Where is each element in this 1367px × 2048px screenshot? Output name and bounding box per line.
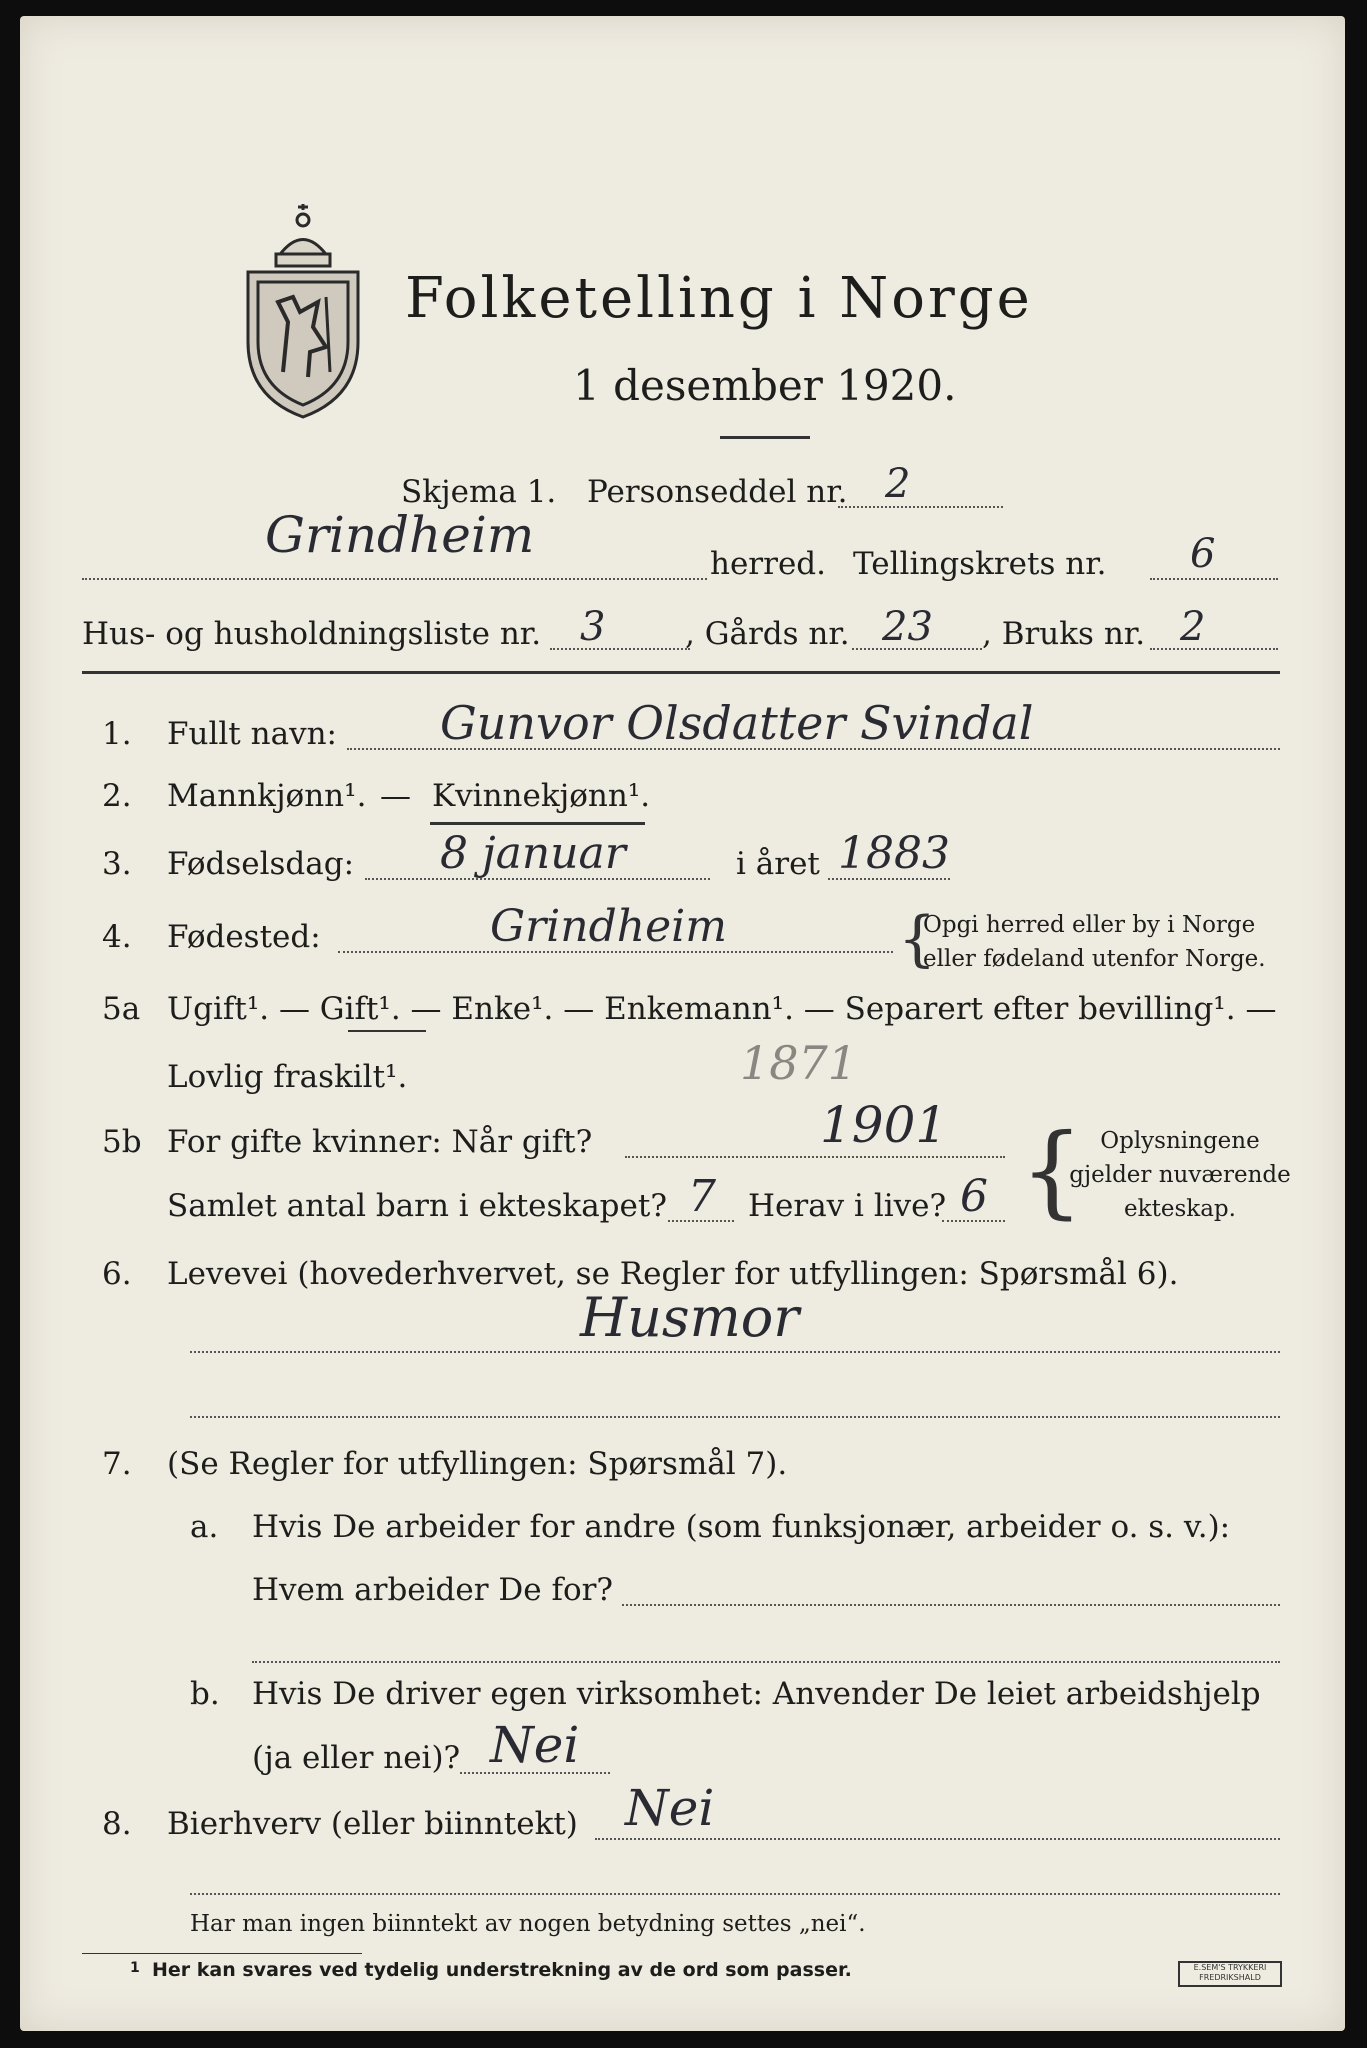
form-date: 1 desember 1920. (573, 361, 957, 410)
personseddel-line (838, 506, 1003, 508)
q2-female-underline (430, 822, 645, 825)
hus-label: Hus- og husholdningsliste nr. (82, 616, 542, 652)
q7a-answer-line (622, 1604, 1280, 1606)
q5b-note-line1: Oplysningene (1100, 1128, 1260, 1154)
q8-answer-line2 (190, 1893, 1280, 1895)
hus-value: 3 (580, 604, 606, 650)
q8-value: Nei (625, 1779, 715, 1837)
q4-note-line1: Opgi herred eller by i Norge (923, 912, 1256, 938)
footnote-mark: 1 (130, 1960, 140, 1976)
q5a-margin-note: 1871 (740, 1036, 858, 1090)
tellingskrets-label: Tellingskrets nr. (853, 546, 1107, 582)
q7a-line1: Hvis De arbeider for andre (som funksjonær, arbeider o. s. v.): (252, 1509, 1231, 1545)
q5b-brace: { (1020, 1112, 1084, 1229)
census-form (20, 16, 1345, 2031)
q6-label: Levevei (hovederhvervet, se Regler for utfyllingen: Spørsmål 6). (167, 1256, 1179, 1292)
tellingskrets-line (1150, 578, 1278, 580)
q5a-number: 5a (102, 991, 141, 1027)
title-divider (720, 436, 810, 439)
q7b-value: Nei (490, 1716, 580, 1774)
q8-label: Bierhverv (eller biinntekt) (167, 1806, 578, 1842)
herred-label: herred. (710, 546, 826, 582)
q5a-line1: Ugift¹. — Gift¹. — Enke¹. — Enkemann¹. — Separert efter bevilling¹. — (167, 991, 1277, 1027)
q1-label: Fullt navn: (167, 716, 337, 752)
footer-note: Har man ingen biinntekt av nogen betydning settes „nei“. (190, 1911, 866, 1937)
stamp-line1: E.SEM'S TRYKKERI (1193, 1963, 1267, 1972)
q7b-line2: (ja eller nei)? (252, 1740, 461, 1776)
coat-of-arms-icon (238, 202, 368, 422)
q4-label: Fødested: (167, 919, 321, 955)
q5b-children-value: 7 (688, 1171, 716, 1222)
q1-number: 1. (102, 716, 132, 752)
q5a-line2: Lovlig fraskilt¹. (167, 1059, 408, 1095)
q6-value: Husmor (580, 1286, 800, 1349)
q2-male: Mannkjønn¹. (167, 778, 367, 814)
footnote-text: Her kan svares ved tydelig understrekning av de ord som passer. (152, 1959, 852, 1981)
q5b-alive-value: 6 (960, 1171, 988, 1222)
tellingskrets-value: 6 (1190, 531, 1216, 577)
q2-separator: — (380, 778, 411, 814)
header-separator (82, 671, 1280, 674)
hus-line (550, 648, 690, 650)
bruks-label: , Bruks nr. (982, 616, 1146, 652)
q4-note-line2: eller fødeland utenfor Norge. (923, 946, 1266, 972)
q5b-alive-label: Herav i live? (748, 1188, 947, 1224)
q5a-gift-underline (348, 1030, 426, 1032)
gards-value: 23 (882, 604, 933, 650)
q2-number: 2. (102, 778, 132, 814)
q6-line2 (190, 1416, 1280, 1418)
q4-value: Grindheim (490, 901, 727, 952)
q2-female: Kvinnekjønn¹. (432, 778, 651, 814)
q5b-note-line3: ekteskap. (1124, 1196, 1236, 1222)
q6-line1 (190, 1351, 1280, 1353)
footnote-separator (82, 1953, 362, 1954)
q4-number: 4. (102, 919, 132, 955)
q7a-answer-line2 (252, 1661, 1280, 1663)
herred-line (82, 578, 707, 580)
q7-number: 7. (102, 1446, 132, 1482)
q3-number: 3. (102, 846, 132, 882)
gards-label: , Gårds nr. (685, 616, 850, 652)
bruks-value: 2 (1180, 604, 1206, 650)
q7b-line1: Hvis De driver egen virksomhet: Anvender De leiet arbeidshjelp (252, 1676, 1261, 1712)
q5b-number: 5b (102, 1124, 142, 1160)
skjema-label: Skjema 1. (401, 474, 557, 510)
q6-number: 6. (102, 1256, 132, 1292)
q3-value: 8 januar (440, 828, 626, 879)
q8-number: 8. (102, 1806, 132, 1842)
printer-stamp (1178, 1961, 1282, 1987)
q1-value: Gunvor Olsdatter Svindal (440, 696, 1034, 750)
q5b-children-label: Samlet antal barn i ekteskapet? (167, 1188, 667, 1224)
q5b-married-value: 1901 (820, 1096, 948, 1154)
q4-brace: { (898, 904, 937, 974)
q3-label: Fødselsdag: (167, 846, 355, 882)
q5b-married-label: For gifte kvinner: Når gift? (167, 1124, 593, 1160)
stamp-line2: FREDRIKSHALD (1199, 1973, 1261, 1982)
q3-year-value: 1883 (838, 828, 950, 879)
bruks-line (1150, 648, 1278, 650)
q8-answer-line (595, 1838, 1280, 1840)
herred-value: Grindheim (265, 506, 535, 564)
form-title: Folketelling i Norge (405, 266, 1033, 331)
q5b-note-line2: gjelder nuværende (1069, 1162, 1291, 1188)
q7-label: (Se Regler for utfyllingen: Spørsmål 7). (167, 1446, 788, 1482)
q3-year-label: i året (736, 846, 820, 882)
personseddel-label: Personseddel nr. (587, 474, 848, 510)
q5b-married-line (625, 1156, 1005, 1158)
q7b-letter: b. (190, 1676, 220, 1712)
q7a-line2: Hvem arbeider De for? (252, 1572, 614, 1608)
personseddel-value: 2 (885, 461, 911, 507)
q7a-letter: a. (190, 1509, 219, 1545)
